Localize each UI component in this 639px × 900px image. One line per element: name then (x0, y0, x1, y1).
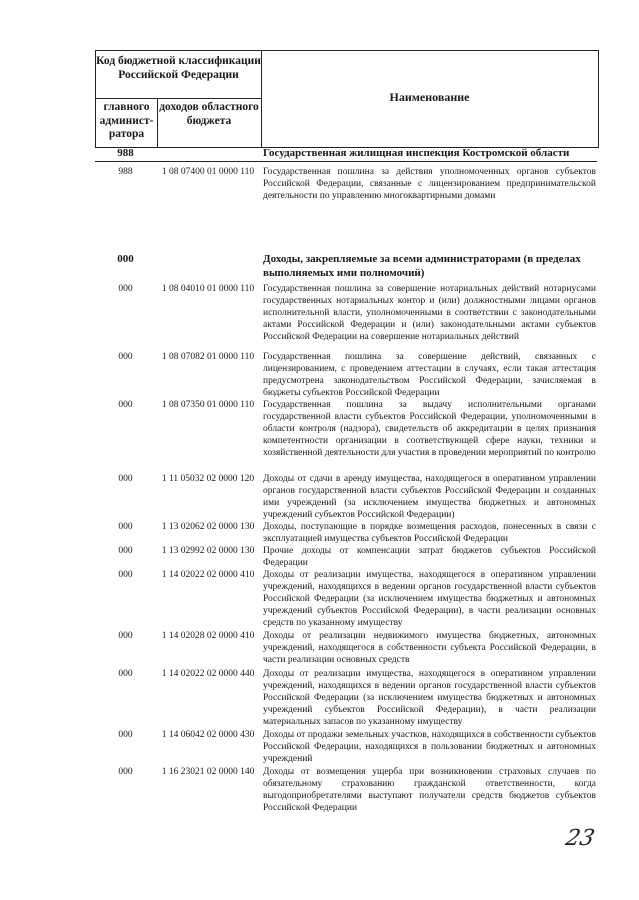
section-title: Государственная жилищная инспекция Костромской области (263, 147, 570, 159)
name-column-heading: Наименование (389, 90, 470, 104)
page-number: 23 (563, 826, 597, 851)
section-admin-code: 988 (117, 147, 134, 159)
section-title: Доходы, закрепляемые за всеми администраторами (в пределах выполняемых ими полномочий) (263, 253, 581, 279)
document-page: Код бюджетной классификации Российской Федерации главного админист-ратора доходов областного бюджета Наименование 988 Государственная жилищная инспекция Костромской области 988 1 08 07400 01 0000 110 Государственная пошлина за действия уполномоченных органов субъектов Российской Федерации, связанные с лицензированием предпринимательской деятельности по управлению многоквартирными домами 000 Доходы, закрепляемые за всеми администраторами (в пределах выполняемых ими полномочий) 000 1 08 04010 01 0000 110 Государственная пошлина за совершение нотариальных действий нотариусами государственных нотариальных контор и (или) должностными лицами органов исполнительной власти, уполномоченными в соответствии с законодательными актами Российской Федерации и (или) законодательными актами субъектов Российской Федерации на совершение нотариальных действий 000 1 08 07082 01 0000 110 Государственная пошлина за совершение действий, связанных с лицензированием, с проведением аттестации в случаях, если такая аттестация предусмотрена законодательством Российской Федерации, зачисляемая в бюджеты субъектов Российской Федерации 000 1 08 07350 01 0000 110 Государственная пошлина за выдачу исполнительными органами государственной власти субъектов Российской Федерации, уполномоченными в области контроля (надзора), свидетельств об аккредитации в целях признания компетентности организации в соответствующей сфере науки, техники и хозяйственной деятельности для участия в проведении мероприятий по контролю 000 1 11 05032 02 0000 120 Доходы от сдачи в аренду имущества, находящегося в оперативном управлении органов государственной власти субъектов Российской Федерации и созданных ими учреждений (за исключением имущества бюджетных и автономных учреждений субъектов Российской Федерации) 000 1 13 02062 02 0000 130 Доходы, поступающие в порядке возмещения расходов, понесенных в связи с эксплуатацией имущества субъектов Российской Федерации 000 1 13 02992 02 0000 130 Прочие доходы от компенсации затрат бюджетов субъектов Российской Федерации 000 1 14 02022 02 0000 410 Доходы от реализации имущества, находящегося в оперативном управлении учреждений, находящихся в ведении органов государственной власти субъектов Российской Федерации (за исключением имущества бюджетных и автономных учреждений субъектов Российской Федерации), в части реализации основных средств по указанному имуществу 000 1 14 02028 02 0000 410 Доходы от реализации недвижимого имущества бюджетных, автономных учреждений, находящегося в собственности субъекта Российской Федерации, в части реализации основных средств 000 1 14 02022 02 0000 440 Доходы от реализации имущества, находящегося в оперативном управлении учреждений, находящихся в ведении органов государственной власти субъектов Российской Федерации (за исключением имущества бюджетных и автономных учреждений субъектов Российской Федерации), в части реализации материальных запасов по указанному имуществу 000 1 14 06042 02 0000 430 Доходы от продажи земельных участков, находящихся в собственности субъектов Российской Федерации, находящихся в пользовании бюджетных и автономных учреждений 000 1 16 23021 02 0000 140 Доходы от возмещения ущерба при возникновении страховых случаев по обязательному страхованию гражданской ответственности, когда выгодоприобретателями выступают получатели средств бюджетов субъектов Российской Федерации 23 (0, 0, 639, 900)
income-column-heading: доходов областного бюджета (159, 101, 259, 127)
code-group-heading: Код бюджетной классификации Российской Федерации (96, 55, 261, 81)
main-admin-column-heading: главного админист-ратора (99, 101, 154, 140)
section-admin-code: 000 (117, 253, 134, 265)
table-header (95, 50, 599, 148)
